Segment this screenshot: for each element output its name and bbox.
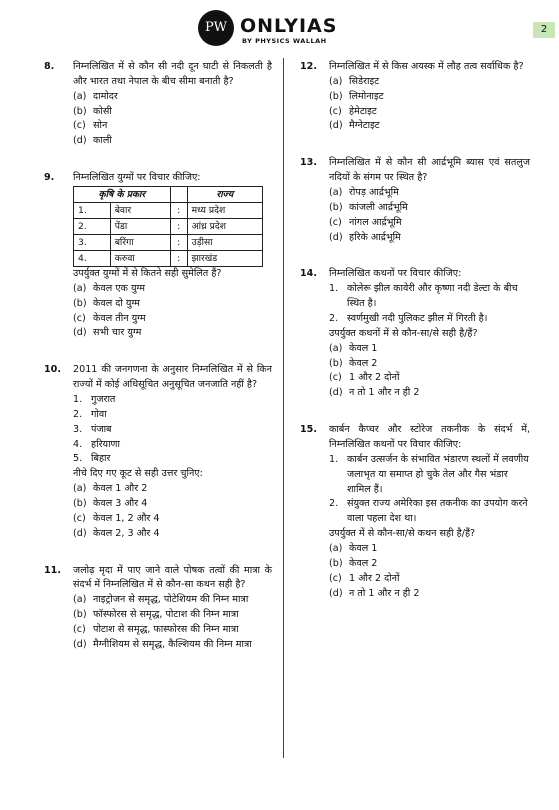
table-row: 2. पेंडा : आंध्र प्रदेश: [74, 219, 263, 235]
question-14: [300, 267, 530, 401]
list-item: 1. गुजरात: [73, 394, 116, 406]
question-text: निम्नलिखित युग्मों पर विचार कीजिए:: [73, 172, 201, 184]
question-text: 2011 की जनगणना के अनुसार निम्नलिखित में से किन राज्यों में कोई अधिसूचित अनुसूचित जनजाति नहीं है?: [73, 364, 272, 391]
list-item: 3. पंजाब: [73, 423, 112, 435]
question-text: जलोढ़ मृदा में पाए जाने वाले पोषक तत्वों की मात्रा के संदर्भ में निम्नलिखित में से कौन-सा कथन सही है?: [73, 564, 272, 591]
option: (a) दामोदर: [73, 90, 118, 102]
pw-logo: PW: [198, 10, 234, 46]
question-11: [44, 564, 272, 653]
list-item: 5. बिहार: [73, 453, 111, 465]
question-prompt: उपर्युक्त कथनों में से कौन-सा/से सही है/हैं?: [329, 327, 478, 339]
question-10: [44, 363, 272, 541]
option: (a) नाइट्रोजन से समृद्ध, पोटेशियम की निम्न मात्रा: [73, 594, 249, 606]
statement-item: 1. कार्बन उत्सर्जन के संभावित भंडारण स्थलों में लवणीय जलाभृत या समाप्त हो चुके तेल और गैस भंडार शामिल हैं।: [329, 453, 529, 495]
option: (b) कोसी: [73, 105, 112, 117]
option: (a) रोपड़ आर्द्रभूमि: [329, 187, 399, 199]
question-number: 8.: [44, 61, 55, 72]
statement-item: 2. स्वर्णमुखी नदी पुलिकट झील में गिरती है।: [329, 313, 488, 325]
question-13: [300, 156, 530, 245]
question-number: 10.: [44, 364, 61, 376]
question-8: [44, 60, 272, 149]
question-text: निम्नलिखित में से किस अयस्क में लौह तत्व सर्वाधिक है?: [329, 61, 524, 72]
option: (c) केवल तीन युग्म: [73, 312, 146, 324]
brand-subtitle: BY PHYSICS WALLAH: [242, 37, 327, 45]
question-text: कार्बन कैप्चर और स्टोरेज तकनीक के संदर्भ में, निम्नलिखित कथनों पर विचार कीजिए:: [329, 424, 530, 451]
table-row: 3. बरिंगा : उड़ीसा: [74, 235, 263, 251]
option: (a) सिडेराइट: [329, 75, 380, 87]
question-9: [44, 171, 272, 341]
question-prompt: नीचे दिए गए कूट से सही उत्तर चुनिए:: [73, 468, 203, 480]
option: (a) केवल 1: [329, 342, 378, 354]
option: (c) केवल 1, 2 और 4: [73, 512, 160, 524]
pairs-table: [73, 186, 263, 267]
statement-item: 2. संयुक्त राज्य अमेरिका इस तकनीक का उपयोग करने वाला पहला देश था।: [329, 498, 528, 525]
question-15: [300, 423, 530, 601]
right-column: [300, 60, 530, 616]
option: (b) केवल 2: [329, 357, 378, 369]
question-prompt: उपर्युक्त में से कौन-सा/से कथन सही है/हैं?: [329, 528, 476, 540]
option: (c) 1 और 2 दोनों: [329, 572, 400, 584]
option: (b) कांजली आर्द्रभूमि: [329, 201, 408, 213]
list-item: 2. गोवा: [73, 408, 107, 420]
question-prompt: उपर्युक्त युग्मों में से कितने सही सुमेलित हैं?: [73, 268, 222, 280]
option: (c) हेमेटाइट: [329, 105, 377, 117]
table-header-farming: कृषि के प्रकार: [74, 187, 171, 203]
option: (b) लिमोनाइट: [329, 90, 384, 102]
question-text: निम्नलिखित में से कौन सी नदी दून घाटी से निकलती है और भारत तथा नेपाल के बीच सीमा बनाती है?: [73, 61, 272, 87]
question-text: निम्नलिखित में से कौन सी आर्द्रभूमि ब्यास एवं सतलुज नदियों के संगम पर स्थित है?: [329, 157, 530, 184]
option: (b) केवल 2: [329, 557, 378, 569]
brand-name: ONLYIAS: [240, 15, 338, 37]
left-column: [44, 60, 272, 667]
question-number: 15.: [300, 424, 317, 436]
option: (a) केवल एक युग्म: [73, 282, 145, 294]
option: (c) 1 और 2 दोनों: [329, 372, 400, 384]
option: (b) केवल 3 और 4: [73, 498, 148, 510]
option: (c) नांगल आर्द्रभूमि: [329, 216, 402, 228]
table-row: 1. बेवार : मध्य प्रदेश: [74, 203, 263, 219]
question-number: 14.: [300, 268, 317, 280]
question-12: [300, 60, 530, 134]
option: (a) केवल 1 और 2: [73, 483, 148, 495]
page-number: 2: [533, 22, 555, 38]
option: (b) केवल दो युग्म: [73, 297, 140, 309]
option: (d) हरिके आर्द्रभूमि: [329, 231, 401, 243]
statement-item: 1. कोलेरू झील कावेरी और कृष्णा नदी डेल्टा के बीच स्थित है।: [329, 283, 518, 310]
option: (c) पोटाश से समृद्ध, फास्फोरस की निम्न मात्रा: [73, 624, 239, 636]
column-divider: [283, 58, 284, 758]
table-row: 4. करुवा : झारखंड: [74, 251, 263, 267]
option: (d) न तो 1 और न ही 2: [329, 387, 420, 399]
list-item: 4. हरियाणा: [73, 438, 120, 450]
page-header: [0, 8, 559, 52]
option: (b) फॉस्फोरस से समृद्ध, पोटाश की निम्न मात्रा: [73, 609, 239, 621]
option: (d) सभी चार युग्म: [73, 327, 142, 339]
question-text: निम्नलिखित कथनों पर विचार कीजिए:: [329, 268, 462, 280]
option: (d) केवल 2, 3 और 4: [73, 527, 160, 539]
question-number: 9.: [44, 172, 55, 184]
option: (d) मैग्नेटाइट: [329, 120, 380, 132]
option: (c) सोन: [73, 120, 108, 132]
option: (d) मैग्नीशियम से समृद्ध, कैल्शियम की निम्न मात्रा: [73, 638, 252, 650]
option: (d) काली: [73, 135, 112, 147]
table-header-state: राज्य: [187, 187, 262, 203]
question-number: 12.: [300, 61, 317, 72]
question-number: 13.: [300, 157, 317, 169]
option: (d) न तो 1 और न ही 2: [329, 587, 420, 599]
option: (a) केवल 1: [329, 543, 378, 555]
question-number: 11.: [44, 564, 61, 576]
